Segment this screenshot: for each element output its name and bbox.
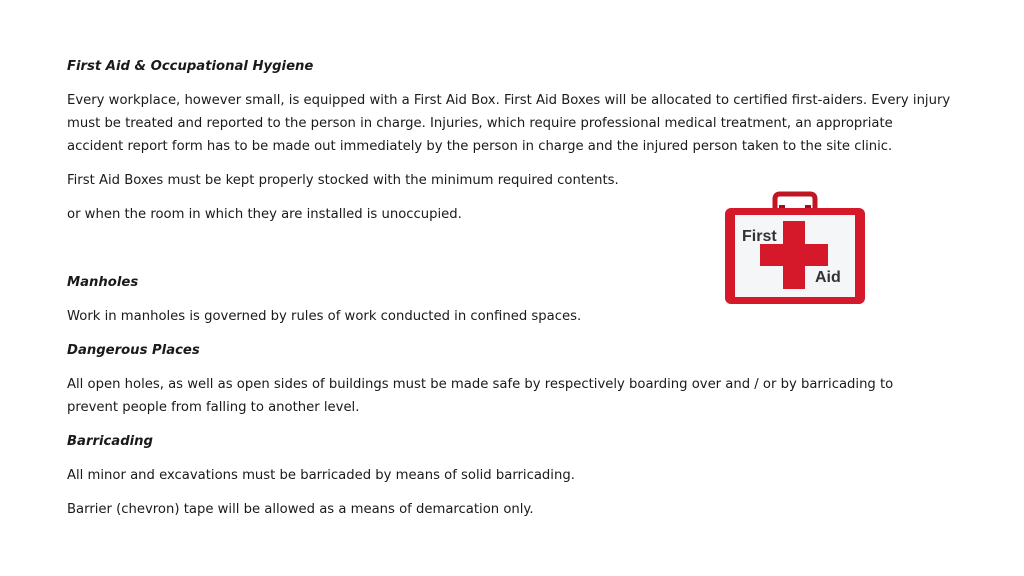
paragraph-line: or when the room in which they are installed is unoccupied. <box>67 207 462 222</box>
paragraph-line: prevent people from falling to another level. <box>67 400 360 415</box>
heading-first-aid: First Aid & Occupational Hygiene <box>67 59 314 74</box>
paragraph-line: First Aid Boxes must be kept properly stocked with the minimum required contents. <box>67 173 619 188</box>
paragraph-line: All open holes, as well as open sides of buildings must be made safe by respectively boarding over and / or by barricading to <box>67 377 894 392</box>
paragraph-line: Barrier (chevron) tape will be allowed as a means of demarcation only. <box>67 502 534 517</box>
paragraph-line: must be treated and reported to the person in charge. Injuries, which require professional medical treatment, an appropriate <box>67 116 893 131</box>
paragraph-line: All minor and excavations must be barricaded by means of solid barricading. <box>67 468 575 483</box>
heading-manholes: Manholes <box>67 275 139 290</box>
kit-label-aid: Aid <box>815 269 841 286</box>
heading-barricading: Barricading <box>67 434 153 449</box>
paragraph-line: Every workplace, however small, is equipped with a First Aid Box. First Aid Boxes will be allocated to certified first-aiders. Every injury <box>67 93 951 108</box>
kit-label-first: First <box>742 228 777 245</box>
first-aid-kit-image <box>722 190 868 308</box>
paragraph-line: accident report form has to be made out immediately by the person in charge and the injured person taken to the site clinic. <box>67 139 893 154</box>
paragraph-line: Work in manholes is governed by rules of work conducted in confined spaces. <box>67 309 582 324</box>
heading-dangerous-places: Dangerous Places <box>67 343 200 358</box>
